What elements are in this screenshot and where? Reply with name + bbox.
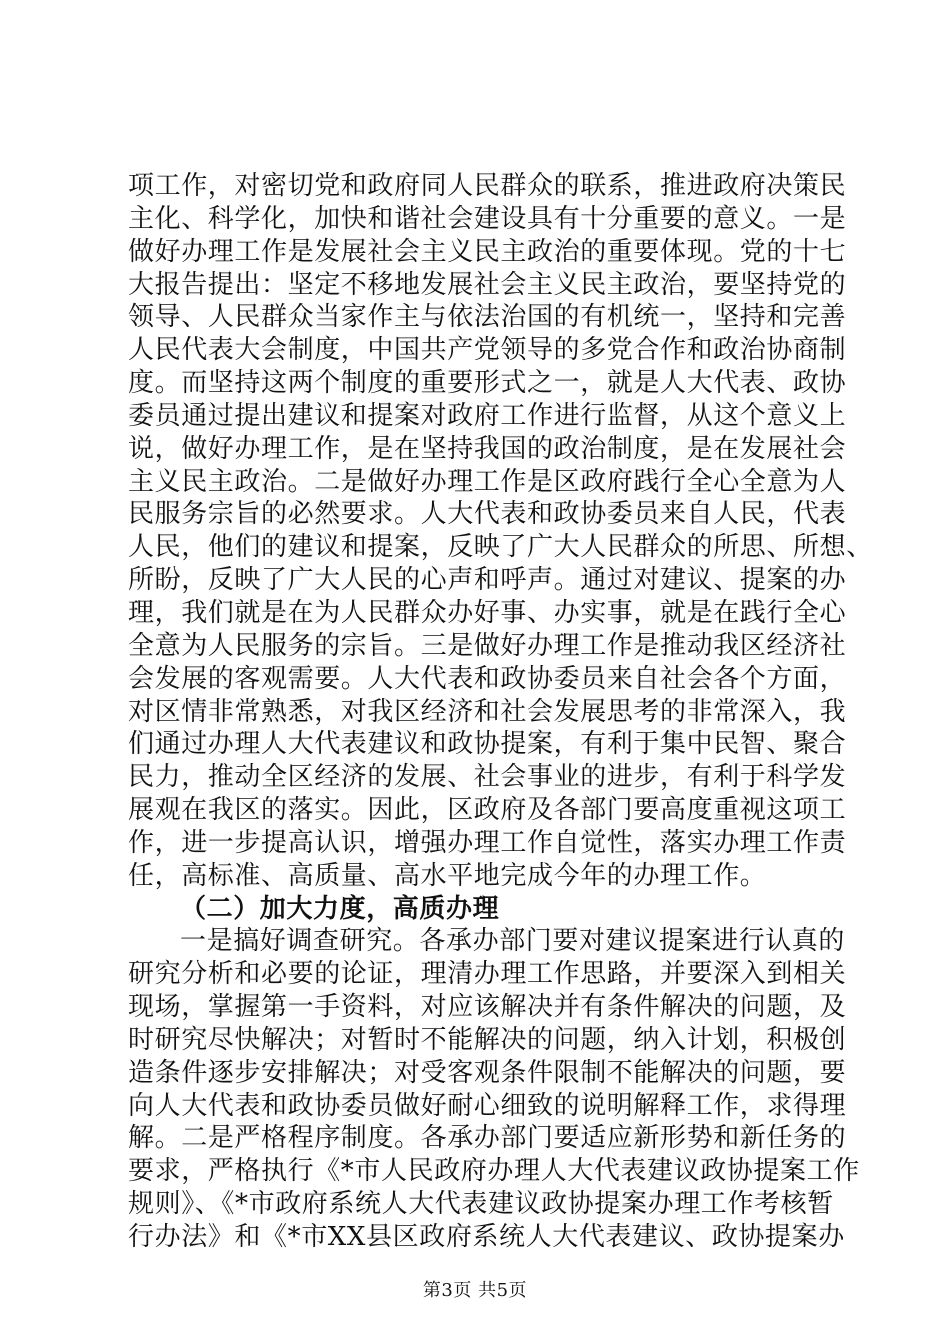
text-line: 领导、人民群众当家作主与依法治国的有机统一，坚持和完善 <box>128 302 847 333</box>
text-line: 做好办理工作是发展社会主义民主政治的重要体现。党的十七 <box>128 236 847 267</box>
text-line: 说，做好办理工作，是在坚持我国的政治制度，是在发展社会 <box>128 433 847 464</box>
page-number: 第3页 共5页 <box>422 1280 528 1301</box>
text-line: 对区情非常熟悉，对我区经济和社会发展思考的非常深入，我 <box>128 696 847 727</box>
text-line: 们通过办理人大代表建议和政协提案，有利于集中民智、聚合 <box>128 729 847 760</box>
text-line: 向人大代表和政协委员做好耐心细致的说明解释工作，求得理 <box>128 1090 847 1121</box>
text-line: 现场，掌握第一手资料，对应该解决并有条件解决的问题，及 <box>128 992 847 1023</box>
text-line: 研究分析和必要的论证，理清办理工作思路，并要深入到相关 <box>128 959 847 990</box>
text-line: 大报告提出：坚定不移地发展社会主义民主政治，要坚持党的 <box>128 269 847 300</box>
text-line: 委员通过提出建议和提案对政府工作进行监督，从这个意义上 <box>128 400 847 431</box>
text-line: 主化、科学化，加快和谐社会建设具有十分重要的意义。一是 <box>128 203 847 234</box>
text-line: 人民，他们的建议和提案，反映了广大人民群众的所思、所想、 <box>128 532 873 563</box>
text-line: 规则》、《*市政府系统人大代表建议政协提案办理工作考核暂 <box>128 1189 834 1220</box>
body-text <box>128 170 873 1254</box>
text-line: 任，高标准、高质量、高水平地完成今年的办理工作。 <box>128 860 767 891</box>
text-line: 所盼，反映了广大人民的心声和呼声。通过对建议、提案的办 <box>128 565 847 596</box>
text-line: 人民代表大会制度，中国共产党领导的多党合作和政治协商制 <box>128 335 847 366</box>
text-line: 作，进一步提高认识，增强办理工作自觉性，落实办理工作责 <box>128 827 847 858</box>
text-line: 主义民主政治。二是做好办理工作是区政府践行全心全意为人 <box>128 466 847 497</box>
text-line: 要求，严格执行《*市人民政府办理人大代表建议政协提案工作 <box>128 1156 860 1187</box>
text-line: 度。而坚持这两个制度的重要形式之一，就是人大代表、政协 <box>128 368 847 399</box>
text-line: 全意为人民服务的宗旨。三是做好办理工作是推动我区经济社 <box>128 630 847 661</box>
section-heading: （二）加大力度，高质办理 <box>180 893 500 924</box>
text-line: 展观在我区的落实。因此，区政府及各部门要高度重视这项工 <box>128 795 847 826</box>
text-line: 解。二是严格程序制度。各承办部门要适应新形势和新任务的 <box>128 1123 847 1154</box>
text-line: 民服务宗旨的必然要求。人大代表和政协委员来自人民，代表 <box>128 499 847 530</box>
paragraph-first-line: 一是搞好调查研究。各承办部门要对建议提案进行认真的 <box>180 926 846 957</box>
text-line: 行办法》和《*市XX县区政府系统人大代表建议、政协提案办 <box>128 1222 845 1252</box>
text-line: 时研究尽快解决；对暂时不能解决的问题，纳入计划，积极创 <box>128 1024 847 1055</box>
text-line: 民力，推动全区经济的发展、社会事业的进步，有利于科学发 <box>128 762 847 793</box>
text-line: 造条件逐步安排解决；对受客观条件限制不能解决的问题，要 <box>128 1057 847 1088</box>
text-line: 会发展的客观需要。人大代表和政协委员来自社会各个方面， <box>128 663 847 694</box>
text-line: 理，我们就是在为人民群众办好事、办实事，就是在践行全心 <box>128 597 847 628</box>
text-line: 项工作，对密切党和政府同人民群众的联系，推进政府决策民 <box>128 171 847 201</box>
